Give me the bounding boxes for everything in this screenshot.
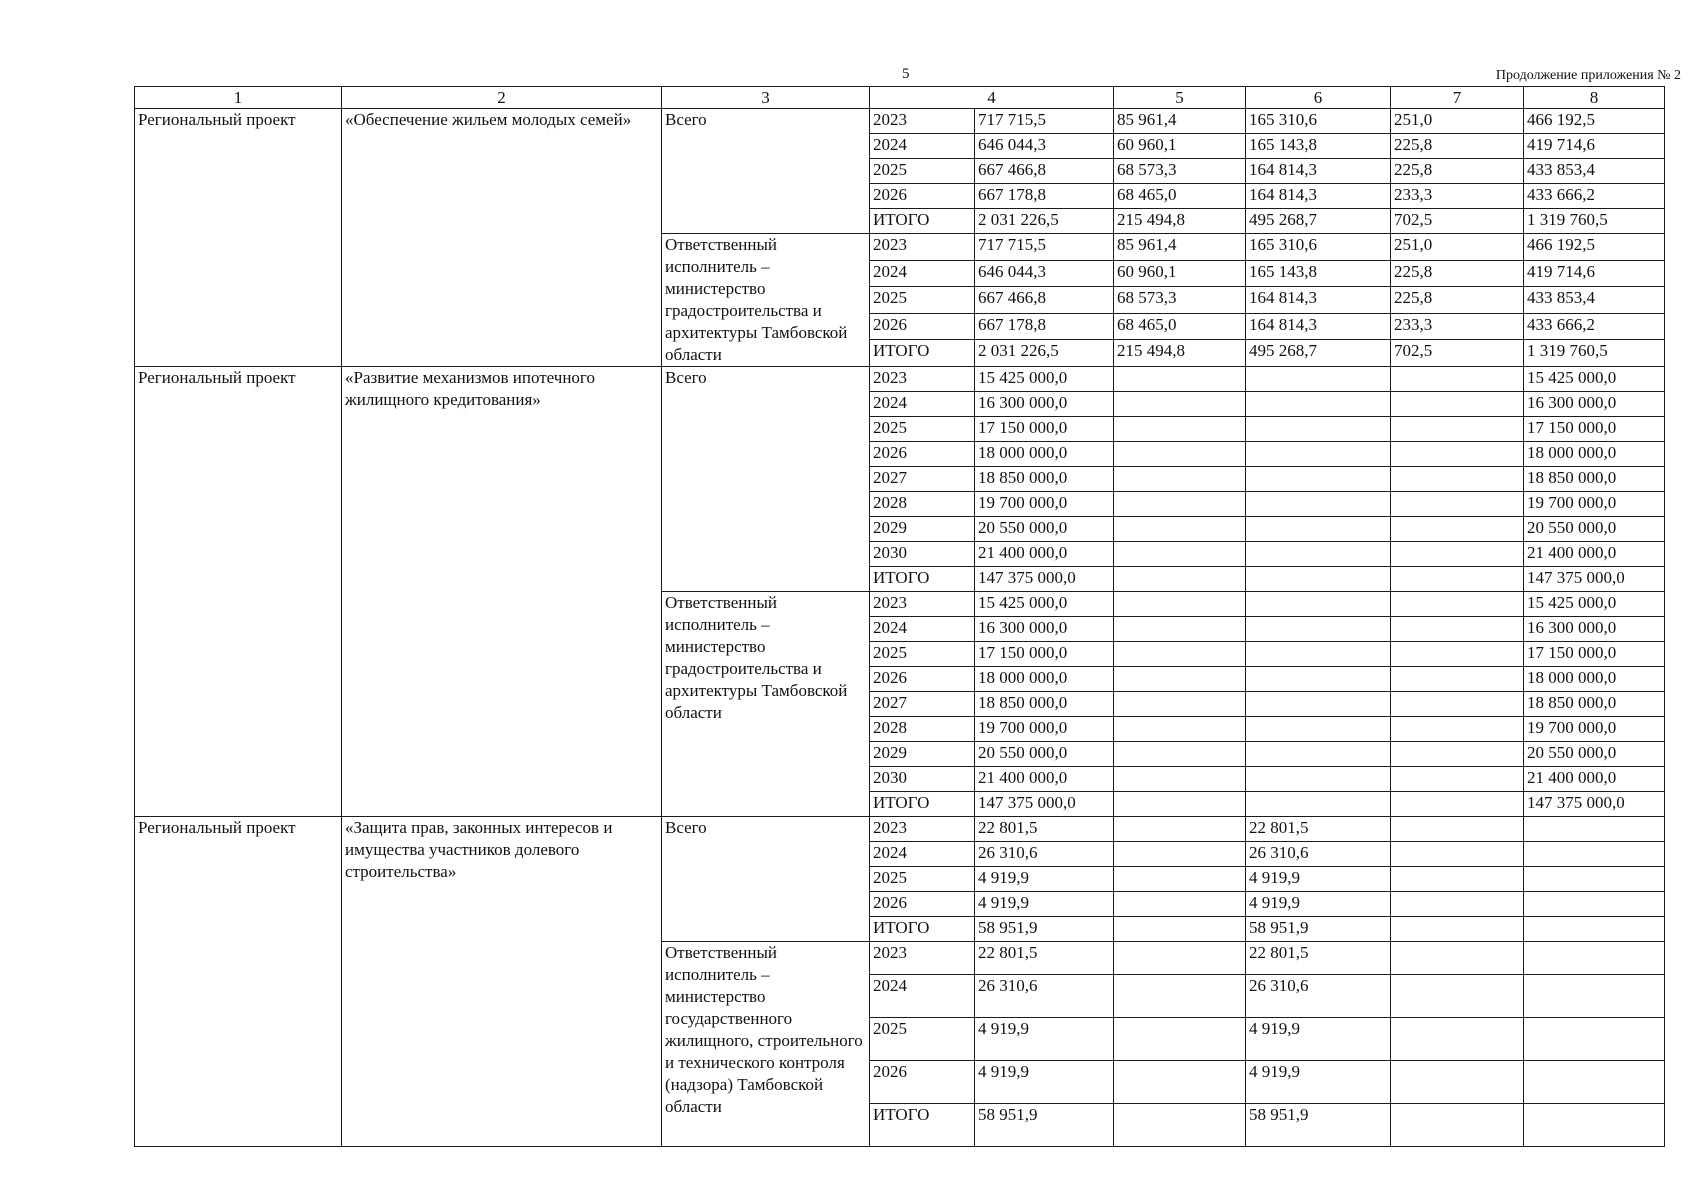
year-cell: 2024 xyxy=(870,392,975,417)
federal-amount-cell xyxy=(1114,667,1246,692)
year-cell: 2029 xyxy=(870,742,975,767)
local-amount-cell xyxy=(1391,1018,1524,1061)
regional-amount-cell xyxy=(1246,642,1391,667)
year-cell: ИТОГО xyxy=(870,567,975,592)
year-cell: 2030 xyxy=(870,542,975,567)
project-type-cell: Региональный проект xyxy=(135,367,342,817)
year-cell: 2025 xyxy=(870,417,975,442)
other-amount-cell: 419 714,6 xyxy=(1524,134,1665,159)
regional-amount-cell xyxy=(1246,392,1391,417)
project-type-cell: Региональный проект xyxy=(135,817,342,1147)
regional-amount-cell xyxy=(1246,692,1391,717)
federal-amount-cell: 215 494,8 xyxy=(1114,340,1246,367)
year-cell: 2030 xyxy=(870,767,975,792)
other-amount-cell: 19 700 000,0 xyxy=(1524,717,1665,742)
federal-amount-cell: 68 465,0 xyxy=(1114,184,1246,209)
other-amount-cell: 17 150 000,0 xyxy=(1524,642,1665,667)
year-cell: 2026 xyxy=(870,892,975,917)
other-amount-cell: 17 150 000,0 xyxy=(1524,417,1665,442)
regional-amount-cell xyxy=(1246,792,1391,817)
regional-amount-cell xyxy=(1246,742,1391,767)
federal-amount-cell xyxy=(1114,642,1246,667)
total-amount-cell: 19 700 000,0 xyxy=(975,717,1114,742)
year-cell: 2024 xyxy=(870,134,975,159)
total-amount-cell: 20 550 000,0 xyxy=(975,517,1114,542)
local-amount-cell: 233,3 xyxy=(1391,313,1524,340)
other-amount-cell: 16 300 000,0 xyxy=(1524,392,1665,417)
year-cell: 2028 xyxy=(870,492,975,517)
year-cell: 2024 xyxy=(870,260,975,287)
year-cell: 2025 xyxy=(870,1018,975,1061)
local-amount-cell xyxy=(1391,842,1524,867)
regional-amount-cell: 22 801,5 xyxy=(1246,942,1391,975)
total-amount-cell: 19 700 000,0 xyxy=(975,492,1114,517)
year-cell: ИТОГО xyxy=(870,792,975,817)
other-amount-cell: 1 319 760,5 xyxy=(1524,340,1665,367)
column-header: 8 xyxy=(1524,87,1665,109)
total-amount-cell: 667 466,8 xyxy=(975,287,1114,314)
federal-amount-cell xyxy=(1114,975,1246,1018)
total-amount-cell: 667 178,8 xyxy=(975,184,1114,209)
federal-amount-cell: 85 961,4 xyxy=(1114,109,1246,134)
column-number-row xyxy=(135,87,1665,109)
federal-amount-cell: 68 573,3 xyxy=(1114,287,1246,314)
project-type-cell: Региональный проект xyxy=(135,109,342,367)
other-amount-cell: 18 850 000,0 xyxy=(1524,467,1665,492)
column-header: 7 xyxy=(1391,87,1524,109)
local-amount-cell xyxy=(1391,392,1524,417)
table-body xyxy=(135,109,1665,1147)
year-cell: 2026 xyxy=(870,667,975,692)
other-amount-cell: 18 850 000,0 xyxy=(1524,692,1665,717)
local-amount-cell xyxy=(1391,975,1524,1018)
local-amount-cell xyxy=(1391,367,1524,392)
federal-amount-cell xyxy=(1114,1018,1246,1061)
total-amount-cell: 21 400 000,0 xyxy=(975,542,1114,567)
total-amount-cell: 16 300 000,0 xyxy=(975,392,1114,417)
federal-amount-cell xyxy=(1114,467,1246,492)
other-amount-cell: 466 192,5 xyxy=(1524,234,1665,261)
other-amount-cell: 433 853,4 xyxy=(1524,287,1665,314)
regional-amount-cell: 495 268,7 xyxy=(1246,340,1391,367)
other-amount-cell xyxy=(1524,892,1665,917)
local-amount-cell xyxy=(1391,642,1524,667)
federal-amount-cell xyxy=(1114,717,1246,742)
total-amount-cell: 717 715,5 xyxy=(975,109,1114,134)
local-amount-cell: 251,0 xyxy=(1391,234,1524,261)
regional-amount-cell xyxy=(1246,617,1391,642)
regional-amount-cell xyxy=(1246,767,1391,792)
local-amount-cell xyxy=(1391,942,1524,975)
column-header: 1 xyxy=(135,87,342,109)
other-amount-cell xyxy=(1524,817,1665,842)
federal-amount-cell xyxy=(1114,942,1246,975)
federal-amount-cell xyxy=(1114,392,1246,417)
table-row xyxy=(135,367,1665,392)
year-cell: 2023 xyxy=(870,592,975,617)
year-cell: 2026 xyxy=(870,313,975,340)
total-amount-cell: 18 000 000,0 xyxy=(975,667,1114,692)
total-amount-cell: 717 715,5 xyxy=(975,234,1114,261)
federal-amount-cell xyxy=(1114,567,1246,592)
total-amount-cell: 20 550 000,0 xyxy=(975,742,1114,767)
other-amount-cell xyxy=(1524,1104,1665,1147)
year-cell: 2026 xyxy=(870,184,975,209)
total-amount-cell: 4 919,9 xyxy=(975,867,1114,892)
federal-amount-cell xyxy=(1114,542,1246,567)
federal-amount-cell xyxy=(1114,592,1246,617)
total-amount-cell: 4 919,9 xyxy=(975,1018,1114,1061)
year-cell: 2024 xyxy=(870,975,975,1018)
regional-amount-cell xyxy=(1246,542,1391,567)
local-amount-cell xyxy=(1391,792,1524,817)
executor-cell: Ответственный исполнитель – министерство градостроительства и архитектуры Тамбовской области xyxy=(662,234,870,367)
regional-amount-cell: 165 310,6 xyxy=(1246,109,1391,134)
regional-amount-cell: 22 801,5 xyxy=(1246,817,1391,842)
other-amount-cell: 15 425 000,0 xyxy=(1524,367,1665,392)
local-amount-cell: 225,8 xyxy=(1391,287,1524,314)
total-amount-cell: 16 300 000,0 xyxy=(975,617,1114,642)
other-amount-cell: 16 300 000,0 xyxy=(1524,617,1665,642)
table-row xyxy=(135,109,1665,134)
federal-amount-cell: 68 573,3 xyxy=(1114,159,1246,184)
federal-amount-cell xyxy=(1114,1061,1246,1104)
total-amount-cell: 4 919,9 xyxy=(975,1061,1114,1104)
regional-amount-cell: 4 919,9 xyxy=(1246,867,1391,892)
column-header: 6 xyxy=(1246,87,1391,109)
other-amount-cell xyxy=(1524,942,1665,975)
year-cell: 2025 xyxy=(870,867,975,892)
total-amount-cell: 646 044,3 xyxy=(975,134,1114,159)
federal-amount-cell xyxy=(1114,617,1246,642)
regional-amount-cell: 4 919,9 xyxy=(1246,1061,1391,1104)
local-amount-cell xyxy=(1391,442,1524,467)
other-amount-cell: 466 192,5 xyxy=(1524,109,1665,134)
local-amount-cell xyxy=(1391,417,1524,442)
total-amount-cell: 147 375 000,0 xyxy=(975,792,1114,817)
local-amount-cell xyxy=(1391,567,1524,592)
local-amount-cell: 225,8 xyxy=(1391,260,1524,287)
total-amount-cell: 17 150 000,0 xyxy=(975,417,1114,442)
page-number: 5 xyxy=(902,66,910,82)
regional-amount-cell: 4 919,9 xyxy=(1246,1018,1391,1061)
regional-amount-cell xyxy=(1246,517,1391,542)
federal-amount-cell: 85 961,4 xyxy=(1114,234,1246,261)
year-cell: 2023 xyxy=(870,942,975,975)
total-amount-cell: 18 000 000,0 xyxy=(975,442,1114,467)
regional-amount-cell: 58 951,9 xyxy=(1246,1104,1391,1147)
local-amount-cell xyxy=(1391,692,1524,717)
regional-amount-cell: 26 310,6 xyxy=(1246,975,1391,1018)
other-amount-cell: 19 700 000,0 xyxy=(1524,492,1665,517)
federal-amount-cell xyxy=(1114,917,1246,942)
federal-amount-cell xyxy=(1114,867,1246,892)
other-amount-cell: 433 666,2 xyxy=(1524,313,1665,340)
regional-amount-cell: 58 951,9 xyxy=(1246,917,1391,942)
regional-amount-cell xyxy=(1246,717,1391,742)
other-amount-cell xyxy=(1524,1018,1665,1061)
executor-cell: Ответственный исполнитель – министерство государственного жилищного, строительного и технического контроля (надзора) Тамбовской области xyxy=(662,942,870,1147)
regional-amount-cell xyxy=(1246,567,1391,592)
local-amount-cell xyxy=(1391,492,1524,517)
total-amount-cell: 17 150 000,0 xyxy=(975,642,1114,667)
regional-amount-cell: 4 919,9 xyxy=(1246,892,1391,917)
year-cell: 2025 xyxy=(870,287,975,314)
project-name-cell: «Развитие механизмов ипотечного жилищного кредитования» xyxy=(342,367,662,817)
other-amount-cell: 18 000 000,0 xyxy=(1524,442,1665,467)
local-amount-cell: 702,5 xyxy=(1391,340,1524,367)
year-cell: ИТОГО xyxy=(870,340,975,367)
total-amount-cell: 646 044,3 xyxy=(975,260,1114,287)
executor-cell: Всего xyxy=(662,109,870,234)
federal-amount-cell: 60 960,1 xyxy=(1114,260,1246,287)
column-header: 3 xyxy=(662,87,870,109)
local-amount-cell xyxy=(1391,892,1524,917)
year-cell: 2023 xyxy=(870,817,975,842)
other-amount-cell: 21 400 000,0 xyxy=(1524,542,1665,567)
local-amount-cell xyxy=(1391,517,1524,542)
total-amount-cell: 22 801,5 xyxy=(975,817,1114,842)
local-amount-cell: 233,3 xyxy=(1391,184,1524,209)
regional-amount-cell xyxy=(1246,467,1391,492)
year-cell: 2023 xyxy=(870,234,975,261)
regional-amount-cell: 165 143,8 xyxy=(1246,134,1391,159)
year-cell: 2023 xyxy=(870,367,975,392)
regional-amount-cell: 164 814,3 xyxy=(1246,287,1391,314)
regional-amount-cell xyxy=(1246,492,1391,517)
total-amount-cell: 15 425 000,0 xyxy=(975,592,1114,617)
local-amount-cell xyxy=(1391,667,1524,692)
total-amount-cell: 26 310,6 xyxy=(975,975,1114,1018)
total-amount-cell: 58 951,9 xyxy=(975,917,1114,942)
federal-amount-cell xyxy=(1114,767,1246,792)
year-cell: 2026 xyxy=(870,442,975,467)
year-cell: 2025 xyxy=(870,642,975,667)
column-header: 2 xyxy=(342,87,662,109)
local-amount-cell xyxy=(1391,467,1524,492)
regional-amount-cell: 164 814,3 xyxy=(1246,159,1391,184)
total-amount-cell: 2 031 226,5 xyxy=(975,340,1114,367)
local-amount-cell: 702,5 xyxy=(1391,209,1524,234)
other-amount-cell: 20 550 000,0 xyxy=(1524,517,1665,542)
other-amount-cell: 419 714,6 xyxy=(1524,260,1665,287)
local-amount-cell xyxy=(1391,817,1524,842)
local-amount-cell xyxy=(1391,742,1524,767)
year-cell: 2024 xyxy=(870,842,975,867)
total-amount-cell: 26 310,6 xyxy=(975,842,1114,867)
local-amount-cell xyxy=(1391,867,1524,892)
federal-amount-cell xyxy=(1114,842,1246,867)
regional-amount-cell: 164 814,3 xyxy=(1246,313,1391,340)
total-amount-cell: 15 425 000,0 xyxy=(975,367,1114,392)
total-amount-cell: 147 375 000,0 xyxy=(975,567,1114,592)
project-name-cell: «Защита прав, законных интересов и имущества участников долевого строительства» xyxy=(342,817,662,1147)
regional-amount-cell: 26 310,6 xyxy=(1246,842,1391,867)
year-cell: 2025 xyxy=(870,159,975,184)
federal-amount-cell xyxy=(1114,517,1246,542)
other-amount-cell xyxy=(1524,975,1665,1018)
table-row xyxy=(135,817,1665,842)
year-cell: 2027 xyxy=(870,692,975,717)
year-cell: ИТОГО xyxy=(870,209,975,234)
other-amount-cell: 18 000 000,0 xyxy=(1524,667,1665,692)
federal-amount-cell xyxy=(1114,792,1246,817)
funding-table xyxy=(134,86,1665,1147)
other-amount-cell: 1 319 760,5 xyxy=(1524,209,1665,234)
total-amount-cell: 58 951,9 xyxy=(975,1104,1114,1147)
local-amount-cell: 251,0 xyxy=(1391,109,1524,134)
federal-amount-cell: 215 494,8 xyxy=(1114,209,1246,234)
local-amount-cell xyxy=(1391,617,1524,642)
local-amount-cell xyxy=(1391,542,1524,567)
project-name-cell: «Обеспечение жильем молодых семей» xyxy=(342,109,662,367)
year-cell: 2024 xyxy=(870,617,975,642)
federal-amount-cell xyxy=(1114,742,1246,767)
local-amount-cell xyxy=(1391,1104,1524,1147)
federal-amount-cell xyxy=(1114,692,1246,717)
year-cell: 2029 xyxy=(870,517,975,542)
regional-amount-cell: 165 310,6 xyxy=(1246,234,1391,261)
other-amount-cell xyxy=(1524,842,1665,867)
local-amount-cell xyxy=(1391,767,1524,792)
executor-cell: Всего xyxy=(662,817,870,942)
other-amount-cell: 20 550 000,0 xyxy=(1524,742,1665,767)
other-amount-cell xyxy=(1524,1061,1665,1104)
year-cell: 2023 xyxy=(870,109,975,134)
regional-amount-cell: 165 143,8 xyxy=(1246,260,1391,287)
federal-amount-cell: 60 960,1 xyxy=(1114,134,1246,159)
column-header: 5 xyxy=(1114,87,1246,109)
other-amount-cell: 147 375 000,0 xyxy=(1524,792,1665,817)
other-amount-cell xyxy=(1524,867,1665,892)
regional-amount-cell xyxy=(1246,417,1391,442)
local-amount-cell: 225,8 xyxy=(1391,134,1524,159)
total-amount-cell: 21 400 000,0 xyxy=(975,767,1114,792)
other-amount-cell: 15 425 000,0 xyxy=(1524,592,1665,617)
regional-amount-cell: 164 814,3 xyxy=(1246,184,1391,209)
federal-amount-cell xyxy=(1114,892,1246,917)
federal-amount-cell xyxy=(1114,817,1246,842)
year-cell: 2027 xyxy=(870,467,975,492)
other-amount-cell: 21 400 000,0 xyxy=(1524,767,1665,792)
total-amount-cell: 22 801,5 xyxy=(975,942,1114,975)
total-amount-cell: 4 919,9 xyxy=(975,892,1114,917)
year-cell: ИТОГО xyxy=(870,917,975,942)
federal-amount-cell xyxy=(1114,492,1246,517)
total-amount-cell: 18 850 000,0 xyxy=(975,692,1114,717)
year-cell: ИТОГО xyxy=(870,1104,975,1147)
federal-amount-cell xyxy=(1114,417,1246,442)
executor-cell: Всего xyxy=(662,367,870,592)
federal-amount-cell xyxy=(1114,442,1246,467)
regional-amount-cell xyxy=(1246,367,1391,392)
total-amount-cell: 667 178,8 xyxy=(975,313,1114,340)
year-cell: 2028 xyxy=(870,717,975,742)
total-amount-cell: 667 466,8 xyxy=(975,159,1114,184)
column-header: 4 xyxy=(870,87,1114,109)
local-amount-cell xyxy=(1391,592,1524,617)
executor-cell: Ответственный исполнитель – министерство градостроительства и архитектуры Тамбовской области xyxy=(662,592,870,817)
regional-amount-cell: 495 268,7 xyxy=(1246,209,1391,234)
local-amount-cell xyxy=(1391,917,1524,942)
other-amount-cell xyxy=(1524,917,1665,942)
federal-amount-cell xyxy=(1114,1104,1246,1147)
regional-amount-cell xyxy=(1246,442,1391,467)
other-amount-cell: 147 375 000,0 xyxy=(1524,567,1665,592)
total-amount-cell: 18 850 000,0 xyxy=(975,467,1114,492)
local-amount-cell: 225,8 xyxy=(1391,159,1524,184)
federal-amount-cell xyxy=(1114,367,1246,392)
regional-amount-cell xyxy=(1246,667,1391,692)
other-amount-cell: 433 853,4 xyxy=(1524,159,1665,184)
other-amount-cell: 433 666,2 xyxy=(1524,184,1665,209)
total-amount-cell: 2 031 226,5 xyxy=(975,209,1114,234)
regional-amount-cell xyxy=(1246,592,1391,617)
local-amount-cell xyxy=(1391,1061,1524,1104)
year-cell: 2026 xyxy=(870,1061,975,1104)
appendix-continuation-label: Продолжение приложения № 2 xyxy=(1495,68,1681,83)
local-amount-cell xyxy=(1391,717,1524,742)
federal-amount-cell: 68 465,0 xyxy=(1114,313,1246,340)
